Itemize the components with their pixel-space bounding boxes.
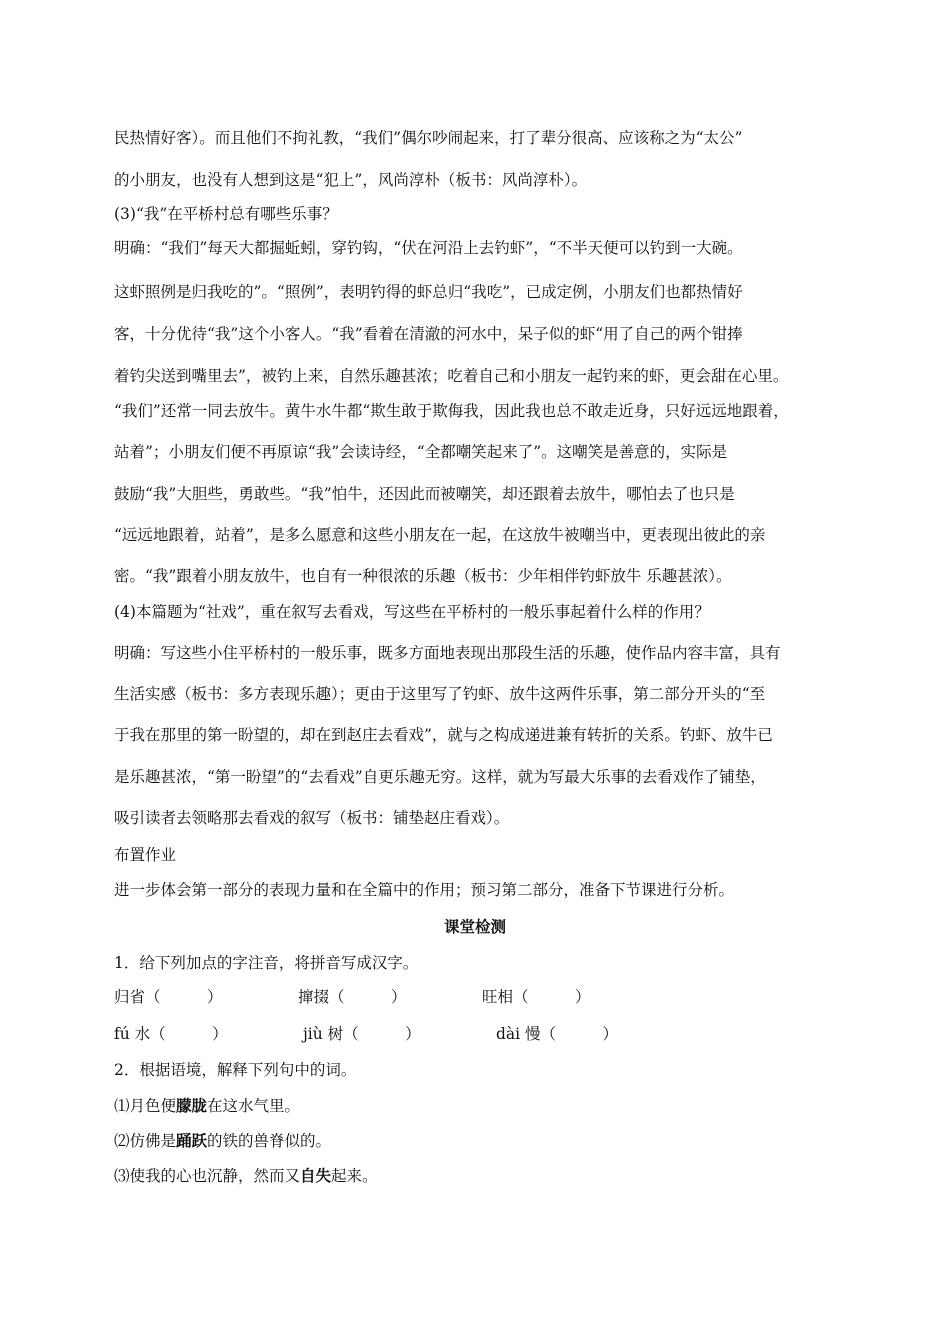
item-text: ⑴月色便 (114, 1097, 177, 1115)
paragraph-line: 站着”；小朋友们便不再原谅“我”会读诗经，“全都嘲笑起来了”。这嘲笑是善意的，实际是 (114, 443, 728, 461)
paragraph-line: “远远地跟着，站着”，是多么愿意和这些小朋友在一起，在这放牛被嘲当中，更表现出彼此的亲 (114, 526, 766, 544)
question-2-item (114, 1166, 854, 1186)
paragraph-line: 客，十分优待“我”这个小客人。“我”看着在清澈的河水中，呆子似的虾“用了自己的两个钳捧 (114, 325, 743, 343)
question-2-prompt: 2．根据语境，解释下列句中的词。 (114, 1061, 357, 1079)
fill-blank-item: 旺相（ ） (482, 988, 591, 1006)
paragraph-line: 的小朋友，也没有人想到这是“犯上”，风尚淳朴（板书：风尚淳朴）。 (114, 171, 588, 189)
question-3: (3)“我”在平桥村总有哪些乐事？ (114, 205, 338, 223)
paragraph-line: 于我在那里的第一盼望的，却在到赵庄去看戏”，就与之构成递进兼有转折的关系。钓虾、放牛已 (114, 726, 773, 744)
fill-blank-item: 撺掇（ ） (298, 988, 407, 1006)
fill-blank-item: jiù 树（ ） (303, 1025, 421, 1043)
paragraph-line: 着钓尖送到嘴里去”，被钓上来，自然乐趣甚浓；吃着自己和小朋友一起钓来的虾，更会甜在心里。 (114, 367, 789, 385)
question-1-prompt: 1．给下列加点的字注音，将拼音写成汉字。 (114, 954, 419, 972)
paragraph-line: 鼓励“我”大胆些，勇敢些。“我”怕牛，还因此而被嘲笑，却还跟着去放牛，哪怕去了也只是 (114, 485, 735, 503)
item-text: 在这水气里。 (207, 1097, 301, 1115)
item-text: 起来。 (331, 1167, 378, 1185)
homework-text: 进一步体会第一部分的表现力量和在全篇中的作用；预习第二部分，准备下节课进行分析。 (114, 881, 735, 899)
item-text: ⑵仿佛是 (114, 1132, 177, 1150)
paragraph-line: 明确：“我们”每天大都掘蚯蚓，穿钓钩，“伏在河沿上去钓虾”，“不半天便可以钓到一大碗。 (114, 239, 743, 257)
section-title: 课堂检测 (443, 918, 506, 936)
target-word: 自失 (300, 1167, 332, 1185)
paragraph-line: 明确：写这些小住平桥村的一般乐事，既多方面地表现出那段生活的乐趣，使作品内容丰富，具有 (114, 644, 781, 662)
paragraph-line: “我们”还常一同去放牛。黄牛水牛都“欺生敢于欺侮我，因此我也总不敢走近身，只好远远地跟着， (114, 402, 789, 420)
fill-blank-item: dài 慢（ ） (496, 1025, 619, 1043)
fill-blank-item: fú 水（ ） (114, 1025, 228, 1043)
homework-heading: 布置作业 (114, 846, 177, 864)
target-word: 踊跃 (176, 1132, 208, 1150)
paragraph-line: 密。“我”跟着小朋友放牛，也自有一种很浓的乐趣（板书：少年相伴钓虾放牛 乐趣甚浓）。 (114, 567, 732, 585)
question-2-item (114, 1096, 854, 1116)
paragraph-line: 民热情好客）。而且他们不拘礼教，“我们”偶尔吵闹起来，打了辈分很高、应该称之为“太公” (114, 129, 743, 147)
paragraph-line: 吸引读者去领略那去看戏的叙写（板书：铺垫赵庄看戏）。 (114, 809, 510, 827)
target-word: 朦胧 (176, 1097, 208, 1115)
question-2-item (114, 1131, 854, 1151)
paragraph-line: 生活实感（板书：多方表现乐趣）；更由于这里写了钓虾、放牛这两件乐事，第二部分开头的“至 (114, 685, 766, 703)
item-text: 的铁的兽脊似的。 (207, 1132, 332, 1150)
paragraph-line: 这虾照例是归我吃的”。“照例”，表明钓得的虾总归“我吃”，已成定例，小朋友们也都热情好 (114, 283, 743, 301)
fill-blank-item: 归省（ ） (114, 988, 223, 1006)
question-4: (4)本篇题为“社戏”，重在叙写去看戏，写这些在平桥村的一般乐事起着什么样的作用？ (114, 603, 710, 621)
item-text: ⑶使我的心也沉静，然而又 (114, 1167, 301, 1185)
paragraph-line: 是乐趣甚浓，“第一盼望”的“去看戏”自更乐趣无穷。这样，就为写最大乐事的去看戏作了铺垫， (114, 768, 766, 786)
